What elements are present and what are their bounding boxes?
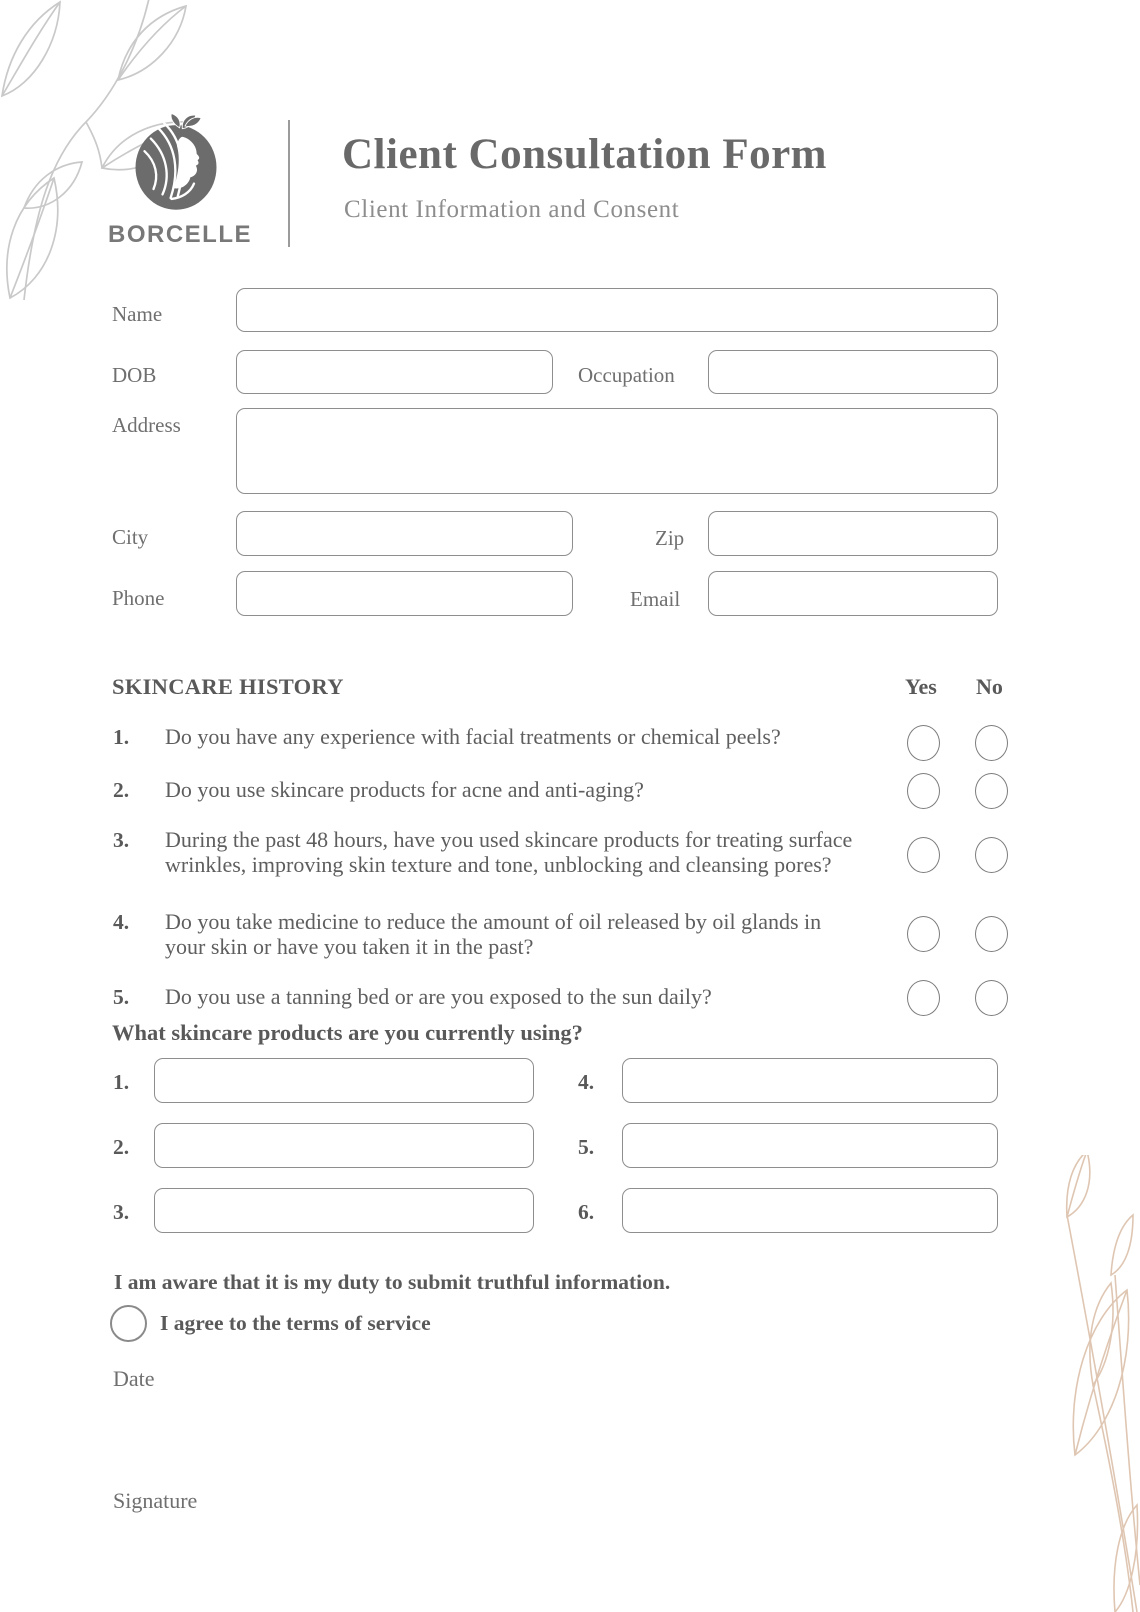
product-number: 4.	[578, 1070, 595, 1094]
product-4-input[interactable]	[622, 1058, 998, 1103]
occupation-label: Occupation	[578, 363, 675, 387]
dob-label: DOB	[112, 363, 157, 387]
question-number: 3.	[113, 828, 130, 852]
q1-yes-radio[interactable]	[907, 725, 940, 761]
q3-yes-radio[interactable]	[907, 837, 940, 873]
q1-no-radio[interactable]	[975, 725, 1008, 761]
zip-input[interactable]	[708, 511, 998, 556]
email-input[interactable]	[708, 571, 998, 616]
phone-label: Phone	[112, 586, 165, 610]
agree-label: I agree to the terms of service	[160, 1311, 431, 1335]
product-number: 5.	[578, 1135, 595, 1159]
question-number: 1.	[113, 725, 130, 749]
email-label: Email	[630, 587, 681, 611]
product-1-input[interactable]	[154, 1058, 534, 1103]
address-label: Address	[112, 413, 181, 437]
dob-input[interactable]	[236, 350, 553, 394]
yes-column-header: Yes	[905, 674, 937, 699]
question-number: 4.	[113, 910, 130, 934]
skincare-history-heading: SKINCARE HISTORY	[112, 674, 344, 699]
q4-no-radio[interactable]	[975, 916, 1008, 952]
question-number: 5.	[113, 985, 130, 1009]
no-column-header: No	[976, 674, 1003, 699]
page-title: Client Consultation Form	[342, 131, 827, 178]
page-subtitle: Client Information and Consent	[344, 196, 680, 223]
product-5-input[interactable]	[622, 1123, 998, 1168]
name-input[interactable]	[236, 288, 998, 332]
city-label: City	[112, 525, 149, 549]
product-number: 1.	[113, 1070, 130, 1094]
q5-yes-radio[interactable]	[907, 980, 940, 1016]
name-label: Name	[112, 302, 163, 326]
question-number: 2.	[113, 778, 130, 802]
zip-label: Zip	[655, 526, 685, 550]
q4-yes-radio[interactable]	[907, 916, 940, 952]
product-3-input[interactable]	[154, 1188, 534, 1233]
product-number: 6.	[578, 1200, 595, 1224]
city-input[interactable]	[236, 511, 573, 556]
q2-yes-radio[interactable]	[907, 773, 940, 809]
question-text: Do you use a tanning bed or are you exposed to the sun daily?	[165, 984, 712, 1009]
phone-input[interactable]	[236, 571, 573, 616]
brand-name: BORCELLE	[108, 221, 252, 248]
header-divider	[288, 120, 290, 247]
truthful-statement: I am aware that it is my duty to submit truthful information.	[114, 1270, 671, 1294]
product-6-input[interactable]	[622, 1188, 998, 1233]
question-text: Do you use skincare products for acne and anti-aging?	[165, 777, 644, 802]
q3-no-radio[interactable]	[975, 837, 1008, 873]
question-text: Do you take medicine to reduce the amount of oil released by oil glands in your skin or have you taken it in the past?	[165, 909, 822, 959]
q2-no-radio[interactable]	[975, 773, 1008, 809]
leaf-decoration-bottom-right	[1015, 1155, 1140, 1612]
question-text: During the past 48 hours, have you used skincare products for treating surface wrinkles, improving skin texture and tone, unblocking and cleansing pores?	[165, 827, 853, 877]
occupation-input[interactable]	[708, 350, 998, 394]
borcelle-logo-icon	[131, 113, 221, 211]
signature-label: Signature	[113, 1488, 198, 1513]
product-2-input[interactable]	[154, 1123, 534, 1168]
address-input[interactable]	[236, 408, 998, 494]
product-number: 2.	[113, 1135, 130, 1159]
date-label: Date	[113, 1366, 155, 1391]
question-text: Do you have any experience with facial treatments or chemical peels?	[165, 724, 781, 749]
agree-radio[interactable]	[110, 1305, 147, 1342]
product-number: 3.	[113, 1200, 130, 1224]
q5-no-radio[interactable]	[975, 980, 1008, 1016]
products-heading: What skincare products are you currently using?	[112, 1020, 583, 1045]
